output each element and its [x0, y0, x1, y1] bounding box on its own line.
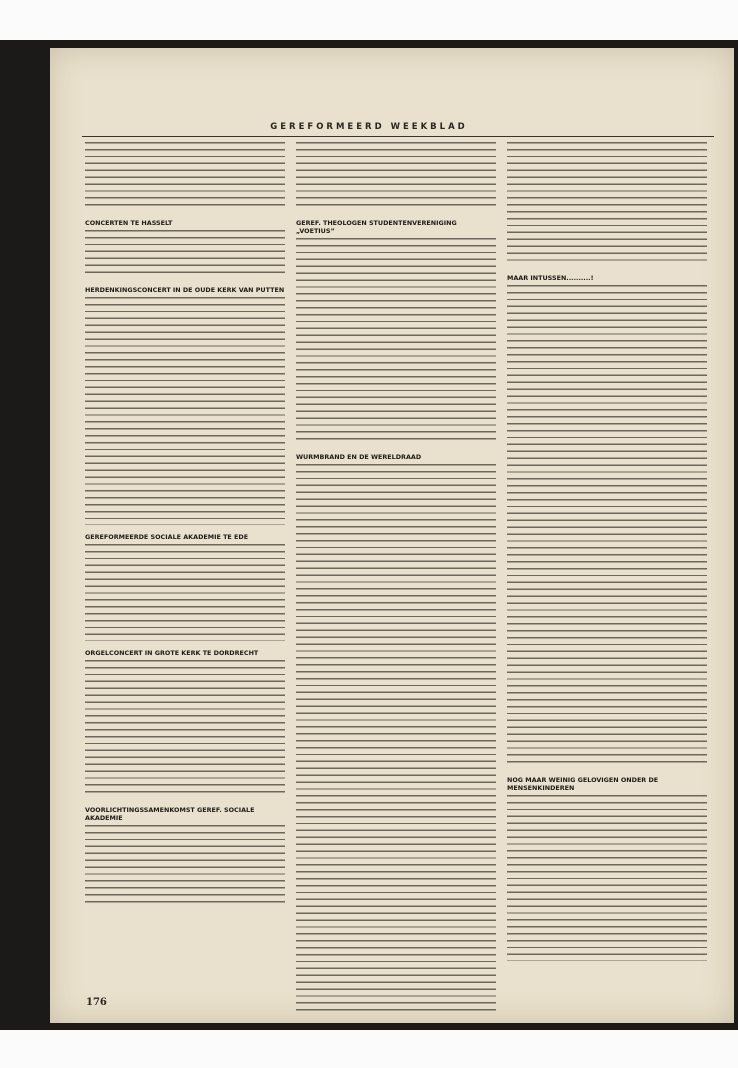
section-heading: GEREFORMEERDE SOCIALE AKADEMIE TE EDE — [85, 532, 249, 541]
section-heading: GEREF. THEOLOGEN STUDENTENVERENIGING „VOETIUS” — [296, 219, 457, 235]
article-body-text — [85, 825, 285, 908]
article — [85, 286, 285, 525]
column-2 — [296, 142, 496, 1016]
running-header: GEREFORMEERD WEEKBLAD — [270, 122, 468, 132]
section-heading: WURMBRAND EN DE WERELDRAAD — [296, 453, 422, 461]
article — [296, 219, 496, 445]
article — [85, 533, 285, 641]
article-body-text — [85, 230, 285, 278]
section-heading: MAAR INTUSSEN..........! — [507, 274, 594, 283]
article — [296, 453, 496, 1016]
section-heading: NOG MAAR WEINIG GELOVIGEN ONDER DE MENSENKINDEREN — [507, 776, 659, 793]
article-body-text — [85, 297, 285, 525]
column-3 — [507, 142, 707, 961]
page-number: 176 — [86, 997, 107, 1008]
article-body-text — [507, 142, 707, 266]
article — [85, 219, 285, 278]
article-body-text — [85, 660, 285, 798]
article — [296, 142, 496, 211]
article — [85, 649, 285, 798]
article-body-text — [85, 544, 285, 641]
column-1 — [85, 142, 285, 907]
section-heading: VOORLICHTINGSSAMENKOMST GEREF. SOCIALE AKADEMIE — [85, 805, 255, 822]
article — [85, 142, 285, 211]
article-body-text — [507, 285, 707, 768]
section-heading: CONCERTEN TE HASSELT — [85, 219, 173, 227]
article-body-text — [507, 795, 707, 961]
article — [507, 776, 707, 961]
article-body-text — [296, 238, 496, 445]
article-body-text — [85, 142, 285, 211]
article-body-text — [296, 142, 496, 211]
article-body-text — [296, 464, 496, 1016]
article — [507, 274, 707, 768]
article — [85, 806, 285, 908]
article — [507, 142, 707, 266]
section-heading: ORGELCONCERT IN GROTE KERK TE DORDRECHT — [85, 648, 259, 657]
header-rule — [82, 136, 714, 137]
section-heading: HERDENKINGSCONCERT IN DE OUDE KERK VAN PUTTEN — [85, 286, 285, 295]
